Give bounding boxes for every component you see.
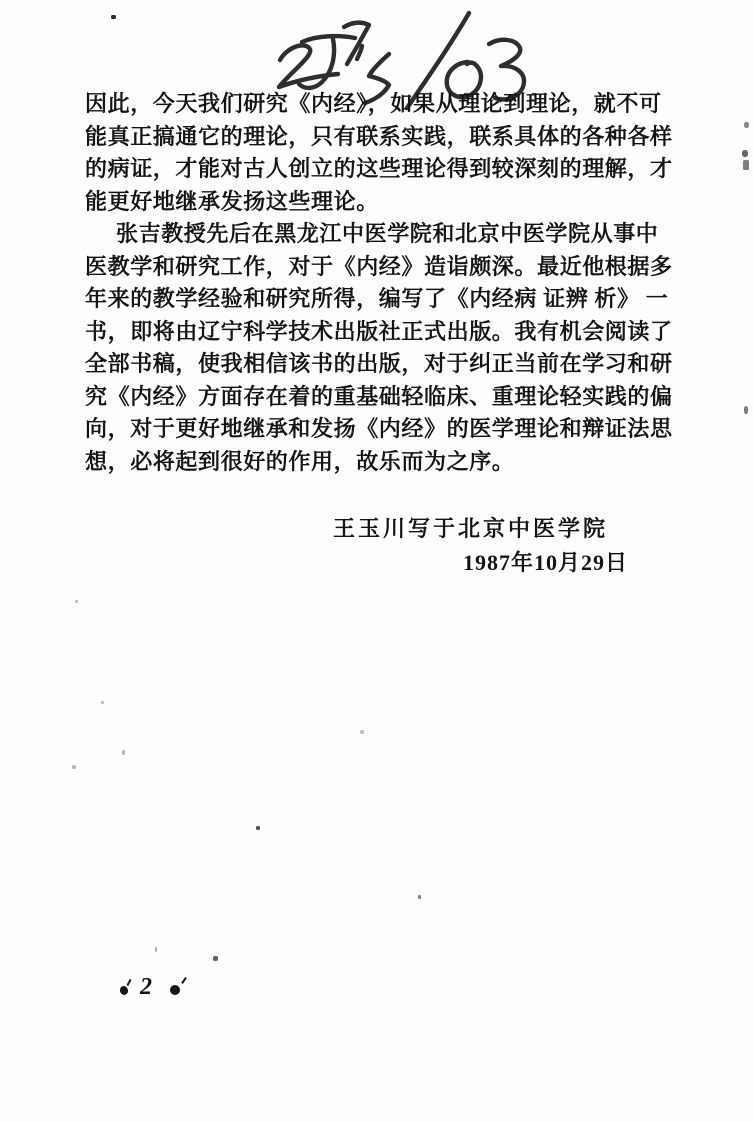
text-line: 全部书稿，使我相信该书的出版，对于纠正当前在学习和研	[85, 351, 673, 376]
ink-speck	[75, 600, 78, 603]
text-line: 年来的教学经验和研究所得，编写了《内经病 证辨 析》 一	[85, 286, 669, 311]
text-line: 书，即将由辽宁科学技术出版社正式出版。我有机会阅读了	[85, 318, 673, 344]
ink-speck	[744, 122, 749, 128]
text-line: 究《内经》方面存在着的重基础轻临床、重理论轻实践的偏	[85, 383, 673, 409]
text-line: 向，对于更好地继承和发扬《内经》的医学理论和辩证法思	[85, 416, 673, 441]
signature: 王玉川写于北京中医学院	[333, 516, 609, 541]
body-text	[85, 88, 685, 478]
text-line: 医教学和研究工作，对于《内经》造诣颇深。最近他根据多	[85, 253, 673, 279]
text-line: 能真正搞通它的理论，只有联系实践，联系具体的各种各样	[85, 123, 673, 149]
text-line: 想，必将起到很好的作用，故乐而为之序。	[85, 448, 515, 474]
ink-speck	[360, 730, 364, 734]
ink-speck	[101, 701, 104, 704]
page-footer	[112, 972, 202, 1006]
ink-speck	[744, 406, 748, 414]
ink-speck	[256, 826, 260, 830]
footer-dot-tail	[126, 979, 131, 986]
footer-dot-icon	[119, 985, 129, 996]
ink-speck	[743, 160, 749, 170]
signature-date: 1987年10月29日	[463, 550, 629, 575]
ink-speck	[418, 895, 421, 899]
page-number: 2	[140, 974, 152, 1000]
footer-dot-tail	[181, 977, 187, 984]
ink-speck	[155, 947, 157, 952]
footer-dot-icon	[170, 985, 180, 995]
text-line: 张吉教授先后在黑龙江中医学院和北京中医学院从事中	[116, 221, 659, 246]
text-line: 的病证，才能对古人创立的这些理论得到较深刻的理解，才	[85, 156, 673, 181]
text-line: 因此，今天我们研究《内经》，如果从理论到理论，就不可	[85, 91, 662, 116]
ink-speck	[122, 750, 125, 755]
ink-speck	[72, 765, 76, 769]
ink-speck	[742, 150, 748, 157]
ink-speck	[111, 15, 116, 19]
text-line: 能更好地继承发扬这些理论。	[85, 188, 379, 214]
ink-speck	[213, 956, 218, 961]
